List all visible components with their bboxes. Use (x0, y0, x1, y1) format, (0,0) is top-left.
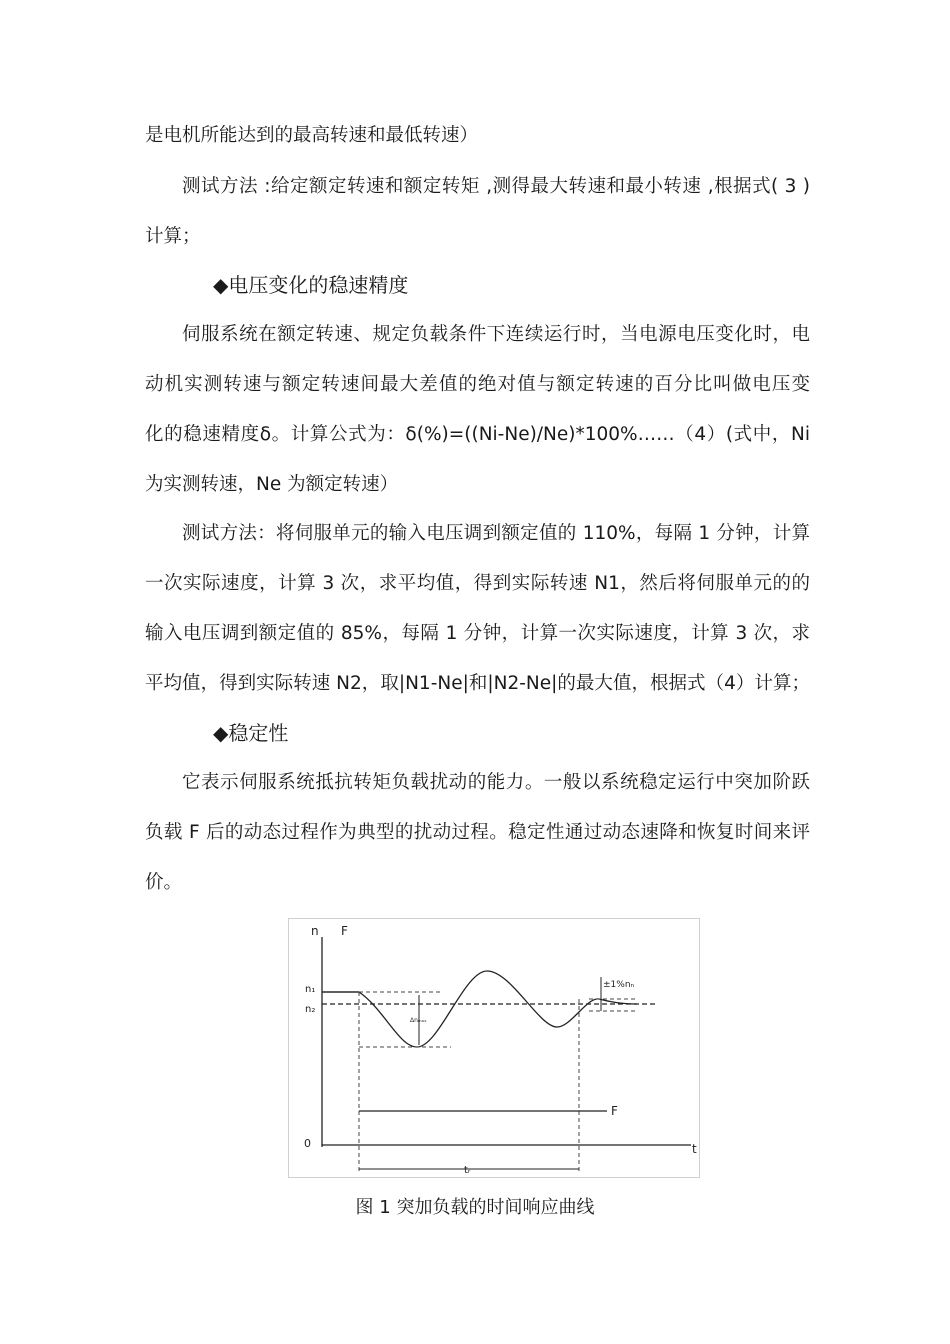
y-axis-label-n: n (311, 924, 319, 938)
line-p5-3: 价。 (145, 872, 183, 893)
line-p5-2: 负载 F 后的动态过程作为典型的扰动过程。稳定性通过动态速降和恢复时间来评 (145, 822, 810, 843)
origin-label: 0 (304, 1137, 311, 1150)
t-axis-label: t (692, 1142, 697, 1156)
speed-response-curve (322, 971, 637, 1047)
delta-nmax-label: Δnₘₐₓ (410, 1017, 427, 1024)
heading-stability: ◆稳定性 (213, 721, 289, 745)
line-p4-4: 平均值，得到实际转速 N2，取|N1-Ne|和|N2-Ne|的最大值，根据式（4）计算； (145, 673, 810, 694)
line-p2-1: 测试方法 :给定额定转速和额定转矩 ,测得最大转速和最小转速 ,根据式( 3 ) (182, 176, 810, 197)
n1-label: n₁ (305, 984, 316, 995)
line-p5-1: 它表示伺服系统抵抗转矩负载扰动的能力。一般以系统稳定运行中突加阶跃 (182, 772, 810, 793)
line-p4-1: 测试方法：将伺服单元的输入电压调到额定值的 110%，每隔 1 分钟，计算 (182, 523, 810, 544)
line-p4-2: 一次实际速度，计算 3 次，求平均值，得到实际转速 N1，然后将伺服单元的的 (145, 573, 810, 594)
y-axis-label-f: F (341, 924, 348, 938)
line-p3-1: 伺服系统在额定转速、规定负载条件下连续运行时，当电源电压变化时，电 (182, 324, 810, 345)
line-p3-3: 化的稳速精度δ。计算公式为：δ(%)=((Ni-Ne)/Ne)*100%……（4）(式中，Ni (145, 424, 810, 445)
heading-voltage-stability: ◆电压变化的稳速精度 (213, 273, 409, 297)
line-p2-2: 计算； (145, 226, 201, 247)
response-curve-diagram (289, 919, 701, 1179)
line-p4-3: 输入电压调到额定值的 85%，每隔 1 分钟，计算一次实际速度，计算 3 次，求 (145, 623, 810, 644)
line-p3-4: 为实测转速，Ne 为额定转速） (145, 474, 399, 495)
load-label: F (611, 1104, 618, 1118)
response-curve-figure (288, 918, 700, 1178)
tr-label: tᵣ (464, 1165, 471, 1176)
tolerance-label: ±1%nₙ (603, 980, 635, 990)
figure-caption: 图 1 突加负载的时间响应曲线 (355, 1197, 595, 1218)
n2-label: n₂ (305, 1004, 316, 1015)
line-p3-2: 动机实测转速与额定转速间最大差值的绝对值与额定转速的百分比叫做电压变 (145, 374, 810, 395)
line-p1-1: 是电机所能达到的最高转速和最低转速） (145, 125, 479, 146)
